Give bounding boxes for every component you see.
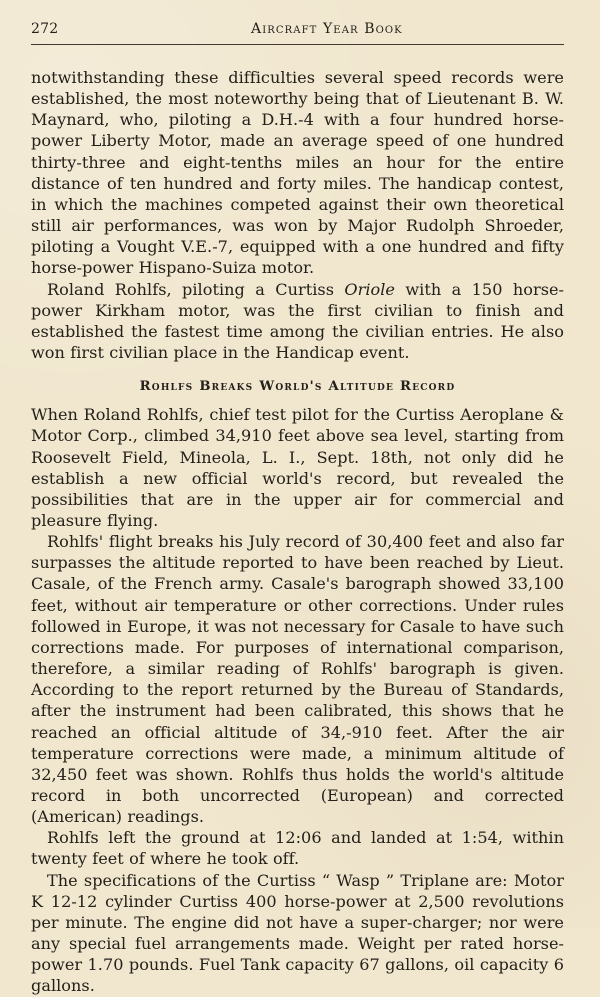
header-rule	[31, 44, 564, 45]
altitude-record-heading: Rohlfs Breaks World's Altitude Record	[139, 379, 456, 395]
altitude-climb-paragraph: When Roland Rohlfs, chief test pilot for the Curtiss Aeroplane & Motor Corp., climbed 34,910 feet above sea level, starting from Roosevelt Field, Mineola, L. I., Sept. 18th, not only did he establish a new official world's record, but revealed the possibilities that are in the upper air for commercial and pleasure flying.	[31, 405, 564, 530]
oriole-paragraph-lead-text: Roland Rohlfs, piloting a Curtiss	[47, 279, 345, 299]
barograph-comparison-paragraph: Rohlfs' flight breaks his July record of 30,400 feet and also far surpasses the altitude reported to have been reached by Lieut. Casale, of the French army. Casale's barograph showed 33,100 feet, without air temperature or other corrections. Under rules followed in Europe, it was not necessary for Casale to have such corrections made. For purposes of international comparison, therefore, a similar reading of Rohlfs' barograph is given. According to the report returned by the Bureau of Standards, after the instrument had been calibrated, this shows that he reached an official altitude of 34,-910 feet. After the air temperature corrections were made, a minimum altitude of 32,450 feet was shown. Rohlfs thus holds the world's altitude record in both uncorrected (European) and corrected (American) readings.	[31, 532, 564, 827]
wasp-specifications-paragraph: The specifications of the Curtiss “ Wasp ” Triplane are: Motor K 12-12 cylinder Curtiss 400 horse-power at 2,500 revolutions per minute. The engine did not have a super-charger; nor were any special fuel arrangements made. Weight per rated horse-power 1.70 pounds. Fuel Tank capacity 67 gallons, oil capacity 6 gallons.	[31, 870, 564, 996]
oriole-aircraft-name: Oriole	[344, 279, 395, 299]
running-head: Aircraft Year Book	[251, 21, 403, 37]
speed-records-paragraph: notwithstanding these difficulties several speed records were established, the most noteworthy being that of Lieutenant B. W. Maynard, who, piloting a D.H.-4 with a four hundred horse-power Liberty Motor, made an average speed of one hundred thirty-three and eight-tenths miles an hour for the entire distance of ten hundred and forty miles. The handicap contest, in which the machines competed against their own theoretical still air performances, was won by Major Rudolph Shroeder, piloting a Vought V.E.-7, equipped with a one hundred and fifty horse-power Hispano-Suiza motor.	[31, 68, 564, 278]
oriole-paragraph-remaining-text: with a 150 horse-power Kirkham motor, was the first civilian to finish and established the fastest time among the civilian entries. He also won first civilian place in the Handicap event.	[31, 279, 565, 363]
flight-times-paragraph: Rohlfs left the ground at 12:06 and landed at 1:54, within twenty feet of where he took off.	[31, 828, 564, 869]
page-header	[31, 15, 564, 39]
page-number: 272	[31, 21, 59, 37]
roland-rohlfs-oriole-paragraph	[31, 279, 564, 364]
article-text	[31, 67, 564, 997]
